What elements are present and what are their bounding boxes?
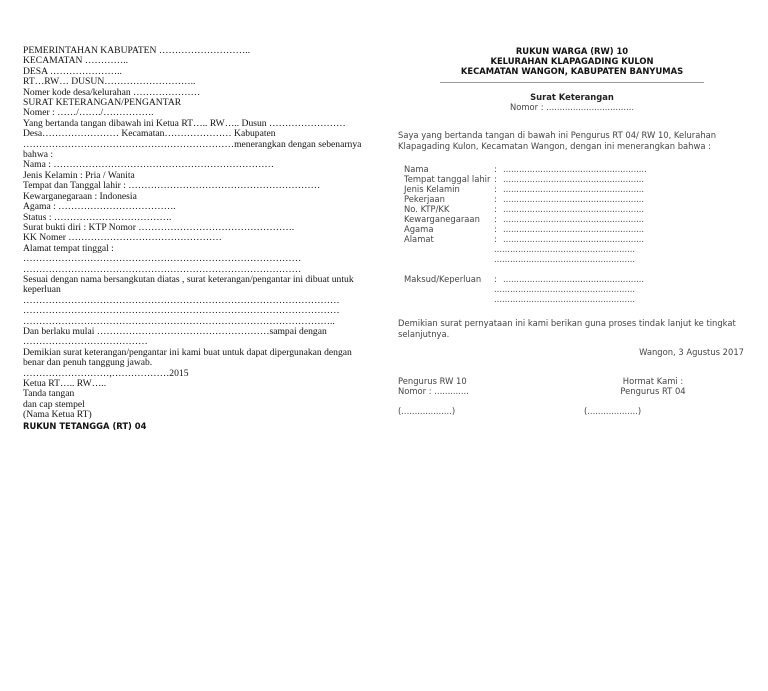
form-line: dan cap stempel [23, 399, 85, 410]
field-separator: : [494, 164, 497, 175]
field-value: ..................................................... [503, 234, 645, 245]
header-line-kelurahan: KELURAHAN KLAPAGADING KULON [490, 56, 654, 66]
field-separator: : [494, 204, 497, 215]
field-continuation: ..................................................... [494, 244, 636, 255]
field-value: ..................................................... [503, 224, 645, 235]
field-label: Kewarganegaraan [404, 214, 480, 225]
form-line: Demikian surat keterangan/pengantar ini kami buat untuk dapat dipergunakan dengan benar dan penuh tanggung jawab. [23, 347, 352, 369]
header-line-rw: RUKUN WARGA (RW) 10 [515, 46, 629, 56]
form-line: Surat bukti diri : KTP Nomor …………………………………………. [23, 222, 295, 233]
field-separator: : [494, 214, 497, 225]
identity-fields [404, 164, 746, 304]
field-label: Maksud/Keperluan [404, 274, 482, 285]
field-row-keperluan [404, 274, 746, 284]
form-line: Alamat tempat tinggal : [23, 243, 114, 254]
form-line: PEMERINTAHAN KABUPATEN ……………………….. [23, 46, 251, 56]
form-line: …………………………………………………………………………… [23, 254, 302, 265]
field-row [404, 234, 746, 244]
signer-rw-title: Pengurus RW 10 [398, 376, 467, 387]
field-continuation: ..................................................... [494, 294, 636, 305]
closing-paragraph: Demikian surat pernyataan ini kami berikan guna proses tindak lanjut ke tingkat selanjutnya. [398, 318, 736, 339]
form-line: Ketua RT….. RW….. [23, 379, 107, 389]
form-line: KK Nomer ………………………………………… [23, 233, 222, 244]
signature-line-rw: (...................) [398, 405, 456, 416]
form-line: RT…RW… DUSUN……………………….. [23, 77, 196, 88]
field-row [404, 174, 746, 184]
letter-date: Wangon, 3 Agustus 2017 [639, 347, 744, 358]
field-label: Nama [404, 164, 429, 175]
header-divider [440, 82, 704, 83]
form-line: Tanda tangan [23, 389, 75, 400]
field-row [404, 164, 746, 174]
field-label: Jenis Kelamin [404, 184, 460, 195]
field-label: Alamat [404, 234, 434, 245]
field-label: Agama [404, 224, 434, 235]
form-line: ………………………………… [23, 337, 148, 348]
field-separator: : [494, 194, 497, 205]
form-line: Jenis Kelamin : Pria / Wanita [23, 170, 135, 181]
form-line: Status : ………………………………. [23, 212, 172, 223]
field-row [404, 194, 746, 204]
form-line: Agama : ………………………………. [23, 202, 176, 213]
form-line: Desa…………………… Kecamatan………………… Kabupaten [23, 129, 276, 140]
field-value: ..................................................... [503, 184, 645, 195]
field-row [404, 184, 746, 194]
form-line: Sesuai dengan nama bersangkutan diatas , surat keterangan/pengantar ini dibuat untuk keperluan [23, 274, 354, 296]
form-line: Nama : …………………………………………………………… [23, 160, 275, 171]
field-value: ..................................................... [503, 204, 645, 215]
field-separator: : [494, 234, 497, 245]
signature-block [398, 376, 746, 396]
form-line: ………………………,………………2015 [23, 368, 189, 379]
form-line: ……………………………………………………………………………………… [23, 306, 340, 317]
field-value: ...................................................... [503, 164, 647, 175]
field-row [404, 214, 746, 224]
form-line: Kewarganegaraan : Indonesia [23, 191, 137, 202]
form-line: Tempat dan Tanggal lahir : …………………………………………………… [23, 181, 321, 192]
form-line: bahwa : [23, 150, 54, 161]
form-line: KECAMATAN ………….. [23, 56, 129, 67]
letter-title: Surat Keterangan [530, 92, 614, 102]
field-continuation: ..................................................... [494, 284, 636, 295]
form-line: ……………………………………………………………………………………… [23, 295, 340, 306]
left-form-panel [23, 46, 371, 431]
form-line: Nomer kode desa/kelurahan ………………… [23, 87, 201, 98]
field-label: Tempat tanggal lahir [404, 174, 491, 185]
signature-line-rt: (...................) [584, 405, 642, 416]
form-line: (Nama Ketua RT) [23, 410, 92, 421]
field-continuation: ..................................................... [494, 254, 636, 265]
field-separator: : [494, 174, 497, 185]
form-line: …………………………………………………………menerangkan dengan sebenarnya [23, 139, 362, 150]
intro-paragraph: Saya yang bertanda tangan di bawah ini Pengurus RT 04/ RW 10, Kelurahan Klapagading Kulon, Kecamatan Wangon, dengan ini menerangkan bahwa : [398, 130, 717, 151]
form-line: Yang bertanda tangan dibawah ini Ketua RT….. RW….. Dusun …………………… [23, 118, 346, 129]
form-line: DESA ………………….. [23, 66, 122, 77]
form-line: Dan berlaku mulai ………………………………………………sampai dengan [23, 326, 327, 337]
letter-header [398, 46, 746, 76]
signer-rw [398, 376, 548, 396]
signer-rt-title: Pengurus RT 04 [620, 386, 686, 397]
signer-rt [578, 376, 728, 396]
signer-rw-number: Nomor : ............. [398, 386, 469, 397]
field-label: Pekerjaan [404, 194, 445, 205]
form-line: RUKUN TETANGGA (RT) 04 [23, 420, 147, 431]
field-value: ..................................................... [503, 174, 645, 185]
field-value: ..................................................... [503, 274, 645, 285]
field-separator: : [494, 274, 497, 285]
form-line: …………………………………………………………………………………….. [23, 316, 335, 327]
field-separator: : [494, 184, 497, 195]
signature-lines [398, 406, 746, 416]
letter-number: Nomor : ................................. [509, 102, 635, 113]
field-value: ..................................................... [503, 214, 645, 225]
field-value: ..................................................... [503, 194, 645, 205]
field-row [404, 224, 746, 234]
signer-rt-greeting: Hormat Kami : [622, 376, 684, 387]
form-line: Nomer : ……/……./……………. [23, 108, 154, 119]
field-separator: : [494, 224, 497, 235]
form-line: SURAT KETERANGAN/PENGANTAR [23, 98, 182, 109]
field-row [404, 204, 746, 214]
field-label: No. KTP/KK [404, 204, 450, 215]
header-line-kecamatan: KECAMATAN WANGON, KABUPATEN BANYUMAS [460, 66, 684, 76]
form-line: …………………………………………………………………………… [23, 264, 302, 275]
right-letter-panel [398, 46, 746, 416]
